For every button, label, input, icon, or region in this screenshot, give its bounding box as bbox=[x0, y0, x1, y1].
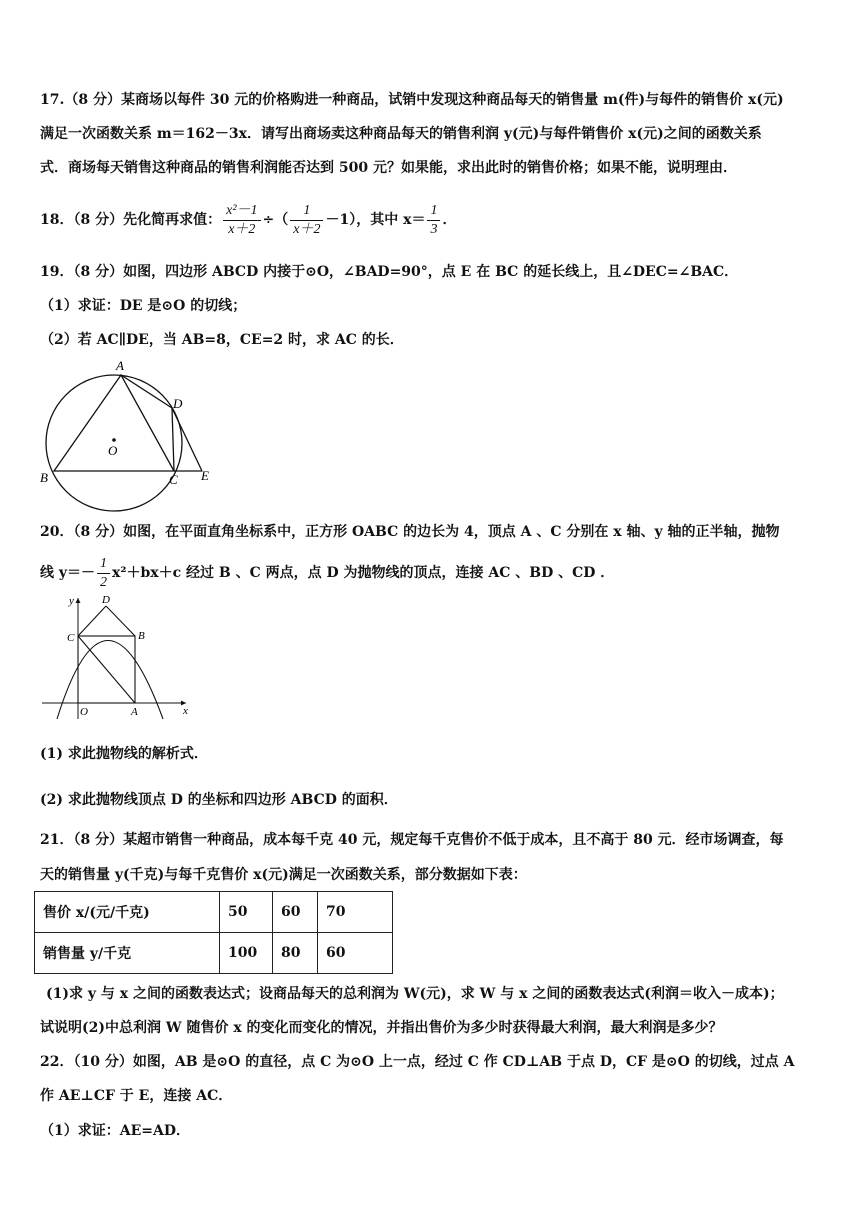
q18-frac3-num: 1 bbox=[427, 202, 440, 221]
q22-line3: （1）求证：AE=AD． bbox=[40, 1123, 191, 1139]
q17-line1: 17.（8 分）某商场以每件 30 元的价格购进一种商品，试销中发现这种商品每天的销售量 m(件)与每件的销售价 x(元) bbox=[40, 92, 784, 108]
q18-frac2 bbox=[290, 202, 323, 239]
q21-line1: 21．（8 分）某超市销售一种商品，成本每千克 40 元，规定每千克售价不低于成本，且不高于 80 元．经市场调查，每 bbox=[40, 832, 784, 848]
q20-frac-num: 1 bbox=[97, 555, 110, 574]
q19-line1: 19．（8 分）如图，四边形 ABCD 内接于⊙O，∠BAD=90°，点 E 在 BC 的延长线上，且∠DEC=∠BAC． bbox=[40, 264, 739, 280]
q20-segment-cd bbox=[78, 606, 106, 636]
q20-y-arrow bbox=[76, 598, 81, 603]
q19-segment-de bbox=[172, 408, 202, 471]
q20-label-a: A bbox=[131, 706, 138, 718]
q18-frac3 bbox=[427, 202, 440, 239]
table-cell: 销售量 y/千克 bbox=[35, 933, 220, 974]
q19-label-d: D bbox=[173, 396, 183, 411]
q18-tail: －1），其中 x＝ bbox=[325, 212, 426, 228]
q20-line2-prefix: 线 y＝－ bbox=[40, 565, 96, 581]
table-cell: 80 bbox=[273, 933, 318, 974]
q18-frac1-den: x＋2 bbox=[228, 221, 256, 237]
q19-figure bbox=[36, 358, 226, 513]
q22-line1: 22．（10 分）如图，AB 是⊙O 的直径，点 C 为⊙O 上一点，经过 C 作 CD⊥AB 于点 D，CF 是⊙O 的切线，过点 A bbox=[40, 1054, 795, 1070]
table-cell: 售价 x/(元/千克) bbox=[35, 892, 220, 933]
q19-segment-dc bbox=[172, 408, 174, 471]
q18-frac2-num: 1 bbox=[290, 202, 323, 221]
q20-label-d: D bbox=[102, 594, 110, 606]
q20-line2-suffix: x²＋bx＋c 经过 B 、C 两点，点 D 为抛物线的顶点，连接 AC 、BD 、CD ． bbox=[112, 565, 615, 581]
table-cell: 100 bbox=[220, 933, 273, 974]
q19-segment-ad bbox=[121, 375, 172, 408]
q17-line2: 满足一次函数关系 m＝162－3x．请写出商场卖这种商品每天的销售利润 y(元)与每件销售价 x(元)之间的函数关系 bbox=[40, 126, 762, 142]
q20-segment-bd bbox=[106, 606, 135, 636]
table-row bbox=[35, 933, 393, 974]
q20-label-o: O bbox=[80, 706, 88, 718]
table-cell: 60 bbox=[273, 892, 318, 933]
q18-frac1 bbox=[223, 202, 260, 239]
q17-line3: 式．商场每天销售这种商品的销售利润能否达到 500 元？如果能，求出此时的销售价格；如果不能，说明理由． bbox=[40, 160, 737, 176]
q19-label-o: O bbox=[108, 443, 118, 458]
q19-label-c: C bbox=[169, 472, 178, 487]
table-cell: 60 bbox=[318, 933, 393, 974]
q20-line2 bbox=[40, 553, 840, 593]
q20-label-b: B bbox=[138, 630, 145, 642]
q18-line bbox=[40, 198, 840, 242]
table-row bbox=[35, 892, 393, 933]
q19-line3: （2）若 AC∥DE，当 AB=8，CE=2 时，求 AC 的长． bbox=[40, 332, 404, 348]
q18-frac1-num: x²－1 bbox=[223, 202, 260, 221]
q20-part1: (1) 求此抛物线的解析式． bbox=[40, 746, 208, 762]
q19-line2: （1）求证：DE 是⊙O 的切线； bbox=[40, 298, 247, 314]
q21-line2: 天的销售量 y(千克)与每千克售价 x(元)满足一次函数关系，部分数据如下表： bbox=[40, 867, 527, 883]
q20-label-y: y bbox=[69, 595, 74, 607]
q22-line2: 作 AE⊥CF 于 E，连接 AC． bbox=[40, 1088, 233, 1104]
q18-frac2-den: x＋2 bbox=[293, 221, 321, 237]
q20-frac bbox=[97, 555, 110, 592]
q18-prefix: 18．（8 分）先化简再求值： bbox=[40, 212, 222, 228]
q20-frac-den: 2 bbox=[100, 574, 108, 590]
q19-label-a: A bbox=[116, 358, 124, 373]
q18-div: ÷（ bbox=[262, 212, 289, 228]
q18-end: ． bbox=[442, 212, 457, 228]
q20-label-x: x bbox=[183, 705, 188, 717]
q20-segment-ac bbox=[78, 636, 135, 703]
q21-table bbox=[34, 891, 393, 974]
q18-frac3-den: 3 bbox=[430, 221, 438, 237]
q19-label-e: E bbox=[201, 468, 209, 483]
q20-label-c: C bbox=[67, 632, 75, 644]
q21-line4: 试说明(2)中总利润 W 随售价 x 的变化而变化的情况，并指出售价为多少时获得最大利润，最大利润是多少？ bbox=[40, 1020, 723, 1036]
q21-line3: (1)求 y 与 x 之间的函数表达式；设商品每天的总利润为 W(元)，求 W 与 x 之间的函数表达式(利润＝收入－成本)； bbox=[46, 986, 784, 1002]
q20-line1: 20．（8 分）如图，在平面直角坐标系中，正方形 OABC 的边长为 4，顶点 A 、C 分别在 x 轴、y 轴的正半轴，抛物 bbox=[40, 524, 780, 540]
table-cell: 50 bbox=[220, 892, 273, 933]
q20-parabola bbox=[57, 641, 163, 720]
q19-label-b: B bbox=[40, 470, 48, 485]
table-cell: 70 bbox=[318, 892, 393, 933]
q20-figure bbox=[36, 592, 196, 722]
q20-part2: (2) 求此抛物线顶点 D 的坐标和四边形 ABCD 的面积． bbox=[40, 792, 398, 808]
q19-center-dot bbox=[112, 438, 116, 442]
